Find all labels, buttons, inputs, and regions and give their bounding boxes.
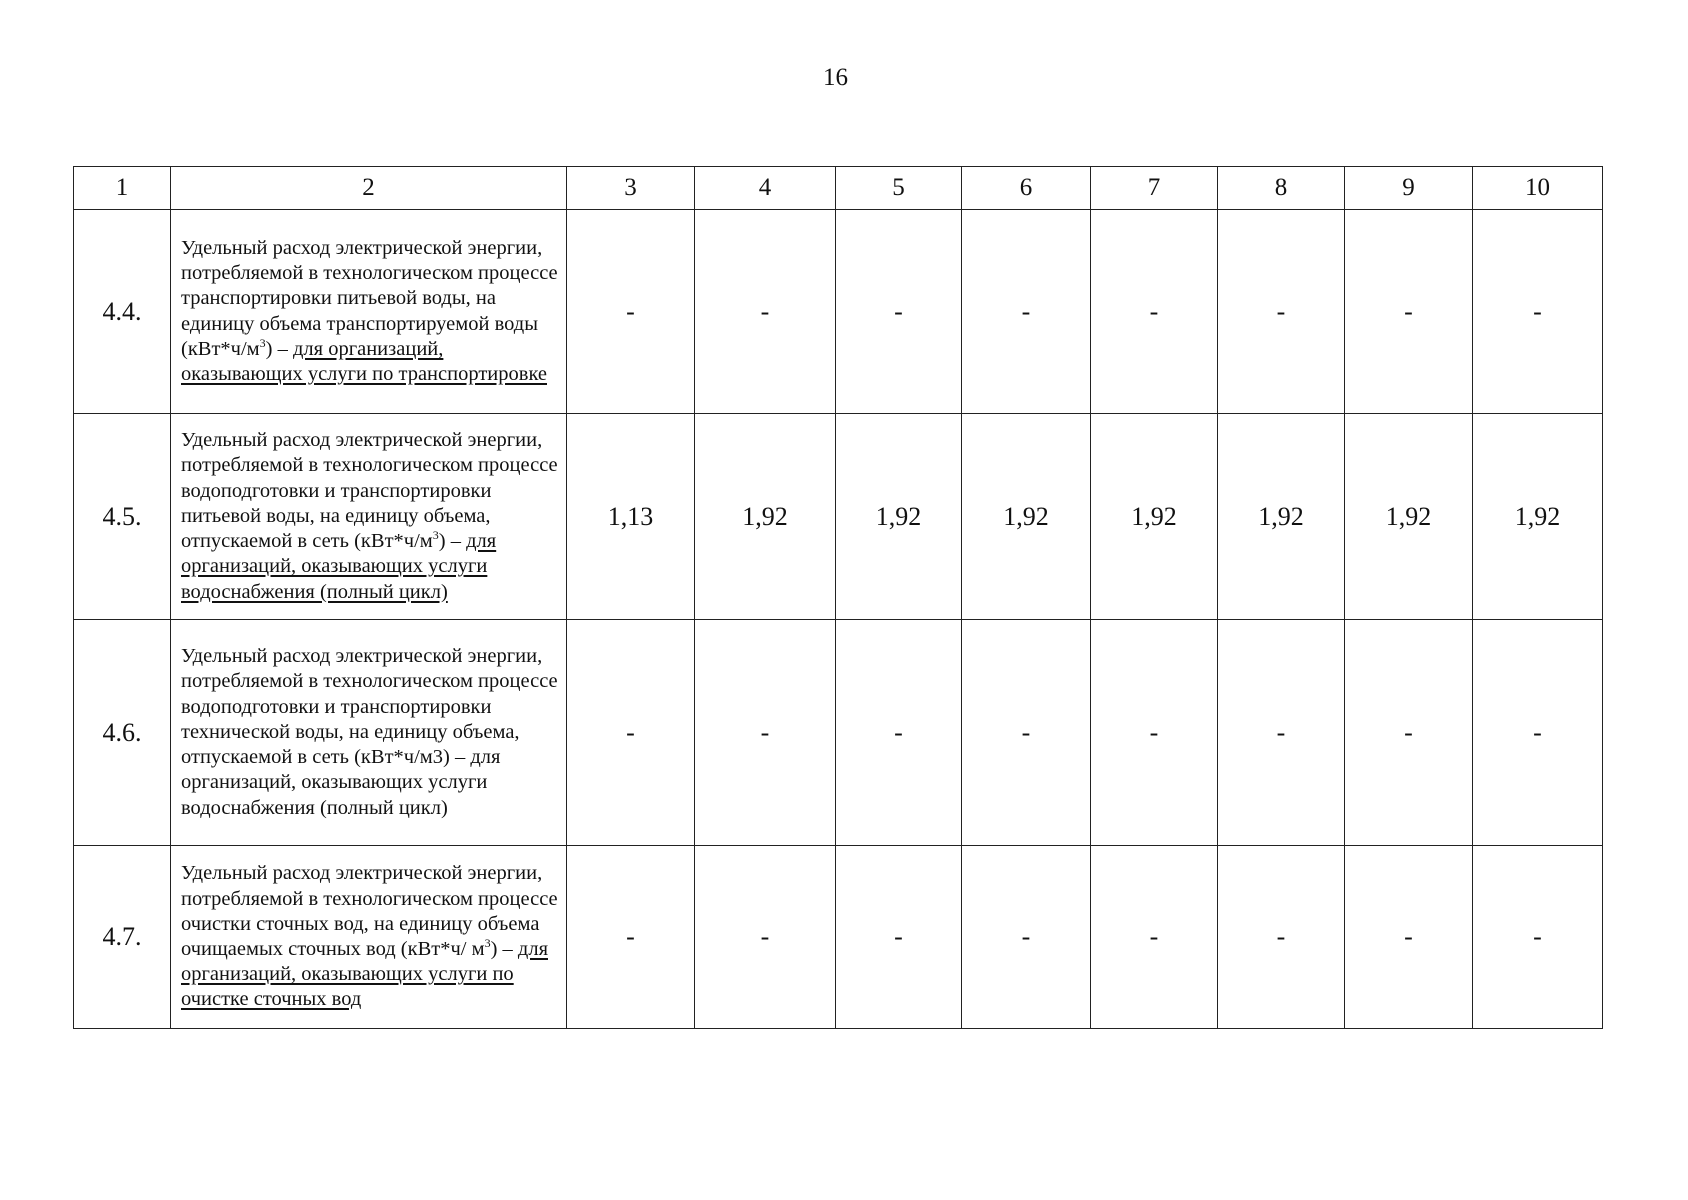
row-number: 4.6. xyxy=(74,620,171,846)
row-description: Удельный расход электрической энергии, потребляемой в технологическом процессе очистки сточных вод, на единицу объема очищаемых сточных вод (кВт*ч/ $м^3$) – для организаций, оказывающих услуги по очистке сточных вод xyxy=(171,846,567,1029)
value-cell: - xyxy=(695,620,836,846)
value-cell: 1,92 xyxy=(1218,414,1345,620)
value-cell: - xyxy=(1345,620,1473,846)
value-cell: - xyxy=(1345,210,1473,414)
value-cell: - xyxy=(962,846,1091,1029)
value-cell: - xyxy=(1345,846,1473,1029)
value-cell: 1,92 xyxy=(695,414,836,620)
value-cell: - xyxy=(1091,620,1218,846)
header-cell: 4 xyxy=(695,167,836,210)
header-cell: 10 xyxy=(1473,167,1603,210)
value-cell: 1,92 xyxy=(836,414,962,620)
value-cell: - xyxy=(836,620,962,846)
value-cell: - xyxy=(567,210,695,414)
indicators-table xyxy=(73,166,1603,1029)
row-number: 4.5. xyxy=(74,414,171,620)
row-number: 4.7. xyxy=(74,846,171,1029)
header-cell: 3 xyxy=(567,167,695,210)
value-cell: - xyxy=(1218,620,1345,846)
value-cell: - xyxy=(695,210,836,414)
value-cell: - xyxy=(962,620,1091,846)
value-cell: 1,92 xyxy=(1091,414,1218,620)
value-cell: 1,92 xyxy=(1473,414,1603,620)
value-cell: - xyxy=(1473,620,1603,846)
header-cell: 8 xyxy=(1218,167,1345,210)
value-cell: - xyxy=(567,846,695,1029)
value-cell: - xyxy=(1218,846,1345,1029)
header-cell: 1 xyxy=(74,167,171,210)
value-cell: - xyxy=(567,620,695,846)
value-cell: - xyxy=(1218,210,1345,414)
value-cell: 1,13 xyxy=(567,414,695,620)
header-cell: 6 xyxy=(962,167,1091,210)
row-description: Удельный расход электрической энергии, потребляемой в технологическом процессе водоподготовки и транспортировки питьевой воды, на единицу объема, отпускаемой в сеть $(кВт*ч/м^3)$ – для организаций, оказывающих услуги водоснабжения (полный цикл) xyxy=(171,414,567,620)
header-row xyxy=(74,167,1603,210)
table-row xyxy=(74,414,1603,620)
table-row xyxy=(74,846,1603,1029)
value-cell: - xyxy=(836,846,962,1029)
row-number: 4.4. xyxy=(74,210,171,414)
value-cell: - xyxy=(1091,210,1218,414)
value-cell: - xyxy=(836,210,962,414)
header-cell: 9 xyxy=(1345,167,1473,210)
row-description: Удельный расход электрической энергии, потребляемой в технологическом процессе транспортировки питьевой воды, на единицу объема транспортируемой воды $(кВт*ч/м^3)$ – для организаций, оказывающих услуги по транспортировке xyxy=(171,210,567,414)
header-cell: 2 xyxy=(171,167,567,210)
value-cell: - xyxy=(962,210,1091,414)
table-row xyxy=(74,620,1603,846)
header-cell: 5 xyxy=(836,167,962,210)
value-cell: - xyxy=(1091,846,1218,1029)
table-row xyxy=(74,210,1603,414)
header-cell: 7 xyxy=(1091,167,1218,210)
value-cell: 1,92 xyxy=(962,414,1091,620)
row-description: Удельный расход электрической энергии, потребляемой в технологическом процессе водоподготовки и транспортировки технической воды, на единицу объема, отпускаемой в сеть (кВт*ч/м3) – для организаций, оказывающих услуги водоснабжения (полный цикл) xyxy=(171,620,567,846)
value-cell: - xyxy=(695,846,836,1029)
value-cell: - xyxy=(1473,846,1603,1029)
value-cell: - xyxy=(1473,210,1603,414)
value-cell: 1,92 xyxy=(1345,414,1473,620)
page-number: 16 xyxy=(823,64,848,91)
